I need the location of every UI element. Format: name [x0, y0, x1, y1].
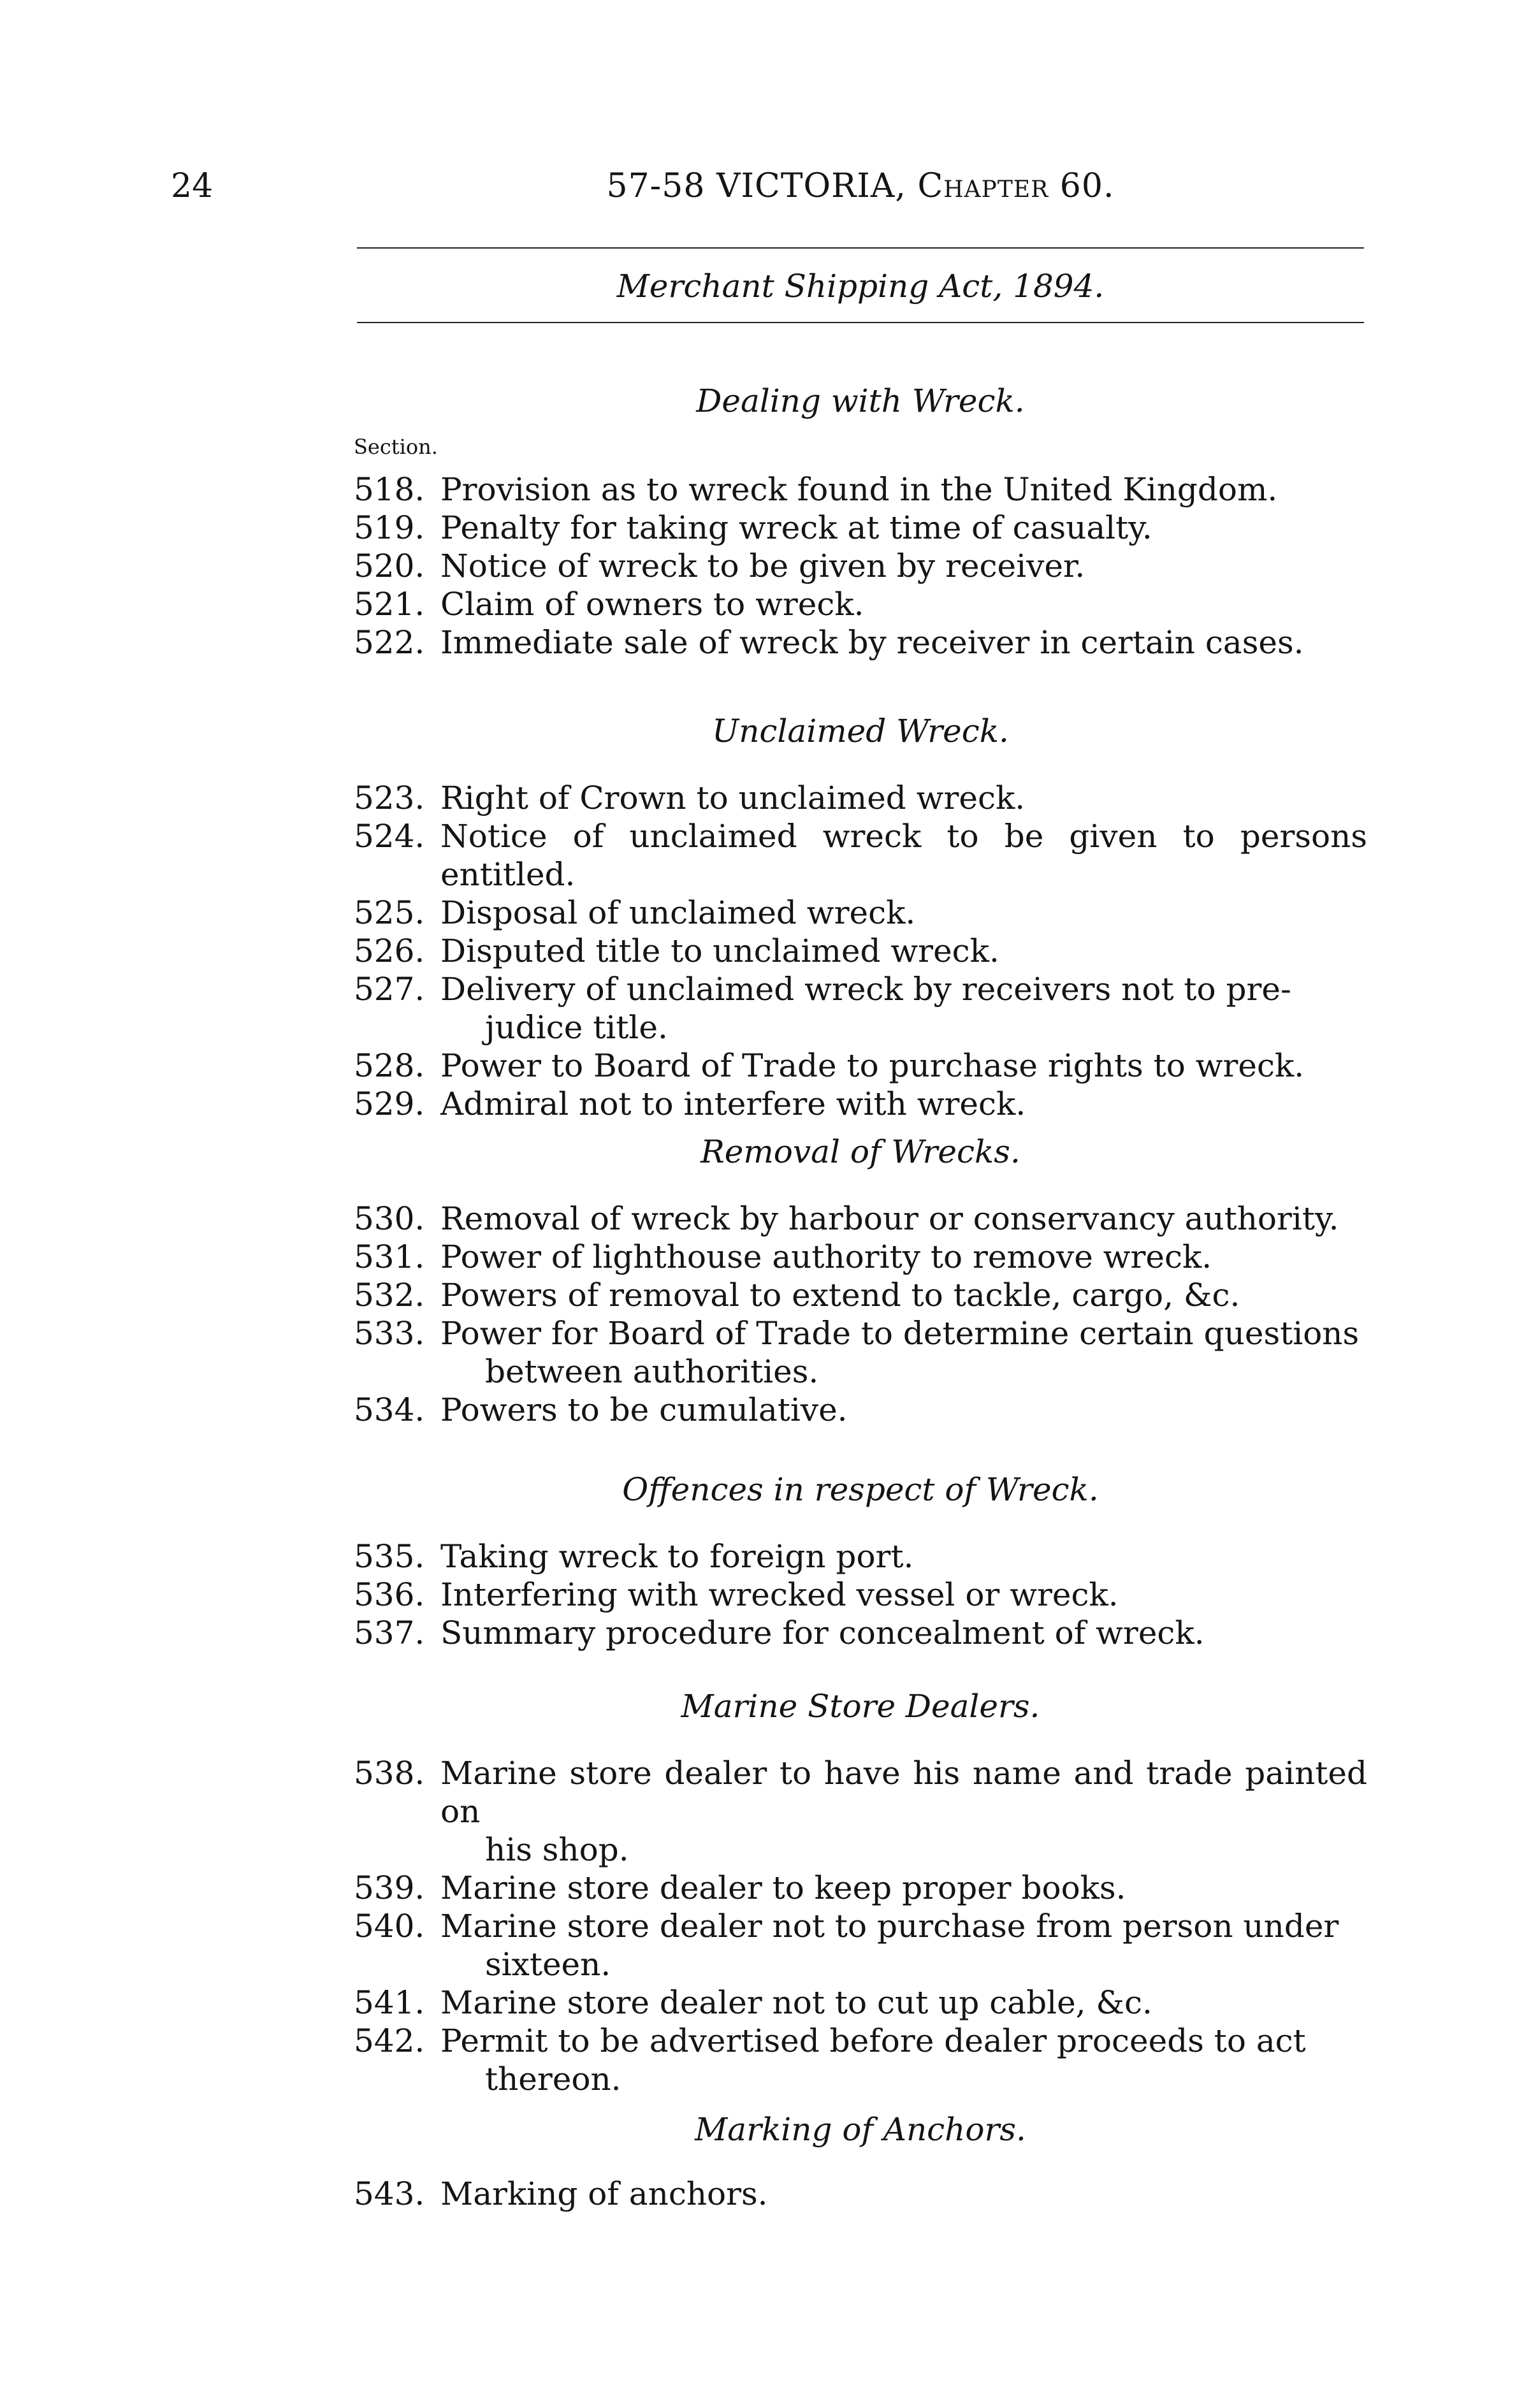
section-number: 528.: [354, 1047, 425, 1084]
group-heading: Removal of Wrecks.: [700, 1133, 1020, 1170]
running-head: [357, 167, 1364, 205]
list-item: [354, 1754, 1367, 1869]
section-text: Marking of anchors.: [440, 2175, 768, 2212]
section-number: 532.: [354, 1277, 425, 1314]
list-item: [354, 894, 1367, 932]
section-text: Taking wreck to foreign port.: [440, 1538, 914, 1575]
section-number: 534.: [354, 1391, 425, 1428]
list-item: [354, 2022, 1367, 2098]
section-text: Marine store dealer to keep proper books.: [440, 1869, 1126, 1906]
section-number: 521.: [354, 586, 425, 623]
list-item: [354, 817, 1367, 894]
list-item: [354, 509, 1367, 547]
list-item: [354, 1085, 1367, 1123]
list-item: [354, 547, 1367, 585]
list-item: [354, 623, 1367, 662]
section-number: 536.: [354, 1576, 425, 1613]
running-head-title: 57-58 VICTORIA,: [606, 167, 906, 205]
section-text: Powers to be cumulative.: [440, 1391, 848, 1428]
list-item: [354, 1614, 1367, 1652]
section-text-continuation: sixteen.: [485, 1946, 611, 1983]
section-number: 533.: [354, 1315, 425, 1352]
list-item: [354, 1391, 1367, 1429]
section-text: Powers of removal to extend to tackle, cargo, &c.: [440, 1277, 1240, 1314]
list-item: [354, 1537, 1367, 1576]
section-text: Removal of wreck by harbour or conservancy authority.: [440, 1200, 1339, 1237]
section-text: [440, 1907, 1367, 1984]
list-item: [354, 1576, 1367, 1614]
section-number: 537.: [354, 1614, 425, 1651]
list-item: [354, 970, 1367, 1047]
list-item: [354, 1238, 1367, 1276]
section-text: [440, 1754, 1367, 1869]
section-text-line: Permit to be advertised before dealer proceeds to act: [440, 2022, 1306, 2059]
section-text: Disposal of unclaimed wreck.: [440, 894, 916, 931]
section-number: 539.: [354, 1869, 425, 1906]
section-text: Summary procedure for concealment of wreck.: [440, 1614, 1205, 1651]
section-text-continuation: thereon.: [485, 2061, 621, 2098]
section-number: 520.: [354, 548, 425, 584]
section-list: [354, 2175, 1367, 2213]
section-text-continuation: between authorities.: [485, 1353, 819, 1390]
group-heading: Unclaimed Wreck.: [712, 713, 1009, 750]
section-number: 524.: [354, 818, 425, 855]
section-text: Penalty for taking wreck at time of casualty.: [440, 509, 1152, 546]
section-text: Claim of owners to wreck.: [440, 586, 864, 623]
section-list: [354, 1754, 1367, 2098]
header-rule-bottom: [357, 322, 1364, 323]
section-number: 523.: [354, 780, 425, 816]
section-text: Marine store dealer not to cut up cable, &c.: [440, 1984, 1152, 2021]
section-label: Section.: [354, 435, 438, 459]
header-rule-top: [357, 247, 1364, 249]
section-list: [354, 779, 1367, 1123]
list-item: [354, 1047, 1367, 1085]
section-number: 541.: [354, 1984, 425, 2021]
group-heading: Offences in respect of Wreck.: [622, 1471, 1099, 1508]
section-number: 526.: [354, 932, 425, 969]
section-number: 519.: [354, 509, 425, 546]
section-text: [440, 2022, 1367, 2098]
group-heading: Marine Store Dealers.: [681, 1688, 1040, 1725]
section-number: 531.: [354, 1238, 425, 1275]
section-number: 527.: [354, 971, 425, 1008]
section-number: 538.: [354, 1755, 425, 1792]
section-number: 543.: [354, 2175, 425, 2212]
section-text-line: Marine store dealer to have his name and trade painted on: [440, 1755, 1367, 1830]
section-text: Admiral not to interfere with wreck.: [440, 1085, 1026, 1122]
section-list: [354, 470, 1367, 662]
section-text: Notice of wreck to be given by receiver.: [440, 548, 1085, 584]
list-item: [354, 1314, 1367, 1391]
section-number: 522.: [354, 624, 425, 661]
section-text-continuation: his shop.: [485, 1831, 629, 1868]
running-head-chapter: Chapter 60.: [917, 167, 1115, 205]
section-text: [440, 970, 1367, 1047]
section-text: Immediate sale of wreck by receiver in certain cases.: [440, 624, 1304, 661]
section-list: [354, 1537, 1367, 1652]
section-text: Right of Crown to unclaimed wreck.: [440, 780, 1026, 816]
act-title: Merchant Shipping Act, 1894.: [616, 268, 1105, 305]
section-number: 535.: [354, 1538, 425, 1575]
list-item: [354, 1907, 1367, 1984]
section-number: 529.: [354, 1085, 425, 1122]
list-item: [354, 2175, 1367, 2213]
list-item: [354, 1869, 1367, 1907]
section-text: Interfering with wrecked vessel or wreck.: [440, 1576, 1119, 1613]
section-number: 530.: [354, 1200, 425, 1237]
list-item: [354, 585, 1367, 623]
section-number: 540.: [354, 1908, 425, 1945]
section-number: 542.: [354, 2022, 425, 2059]
section-text-continuation: judice title.: [485, 1009, 668, 1046]
section-text: Power of lighthouse authority to remove wreck.: [440, 1238, 1212, 1275]
list-item: [354, 1276, 1367, 1314]
group-heading: Marking of Anchors.: [695, 2111, 1026, 2148]
section-text: Disputed title to unclaimed wreck.: [440, 932, 999, 969]
list-item: [354, 470, 1367, 509]
page-number: 24: [171, 167, 214, 205]
section-list: [354, 1200, 1367, 1429]
list-item: [354, 932, 1367, 970]
section-text: Notice of unclaimed wreck to be given to persons entitled.: [440, 818, 1367, 893]
list-item: [354, 779, 1367, 817]
section-text-line: Delivery of unclaimed wreck by receivers not to pre-: [440, 971, 1291, 1008]
section-text: Power to Board of Trade to purchase rights to wreck.: [440, 1047, 1305, 1084]
list-item: [354, 1984, 1367, 2022]
section-text-line: Power for Board of Trade to determine certain questions: [440, 1315, 1360, 1352]
section-number: 518.: [354, 471, 425, 508]
section-text: [440, 1314, 1367, 1391]
list-item: [354, 1200, 1367, 1238]
section-text-line: Marine store dealer not to purchase from person under: [440, 1908, 1339, 1945]
group-heading: Dealing with Wreck.: [696, 382, 1025, 419]
section-text: Provision as to wreck found in the United Kingdom.: [440, 471, 1278, 508]
section-number: 525.: [354, 894, 425, 931]
